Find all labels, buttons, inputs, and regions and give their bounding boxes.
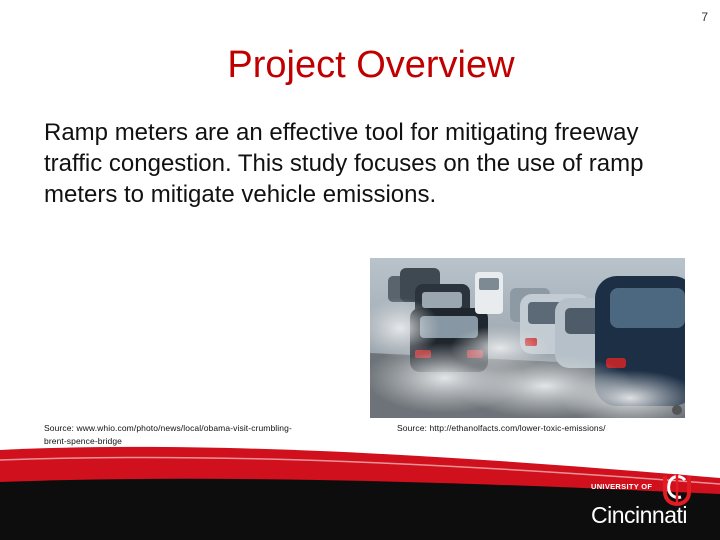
camera-watermark-icon	[672, 405, 682, 415]
source-caption-right: Source: http://ethanolfacts.com/lower-toxic-emissions/	[397, 423, 606, 433]
page-number: 7	[701, 10, 708, 24]
logo-line2: Cincinnati	[591, 502, 687, 528]
traffic-photo-illustration	[370, 258, 685, 418]
university-logo	[591, 472, 706, 532]
uc-monogram-icon	[657, 472, 697, 506]
body-text: Ramp meters are an effective tool for mitigating freeway traffic congestion. This study focuses on the use of ramp meters to mitigate vehicle emissions.	[44, 119, 644, 208]
traffic-emissions-photo	[370, 258, 685, 418]
slide-title: Project Overview	[227, 44, 515, 86]
footer-band	[0, 430, 720, 540]
source-caption-left: Source: www.whio.com/photo/news/local/obama-visit-crumbling-brent-spence-bridge	[44, 423, 292, 446]
logo-line1: UNIVERSITY OF	[591, 482, 653, 491]
